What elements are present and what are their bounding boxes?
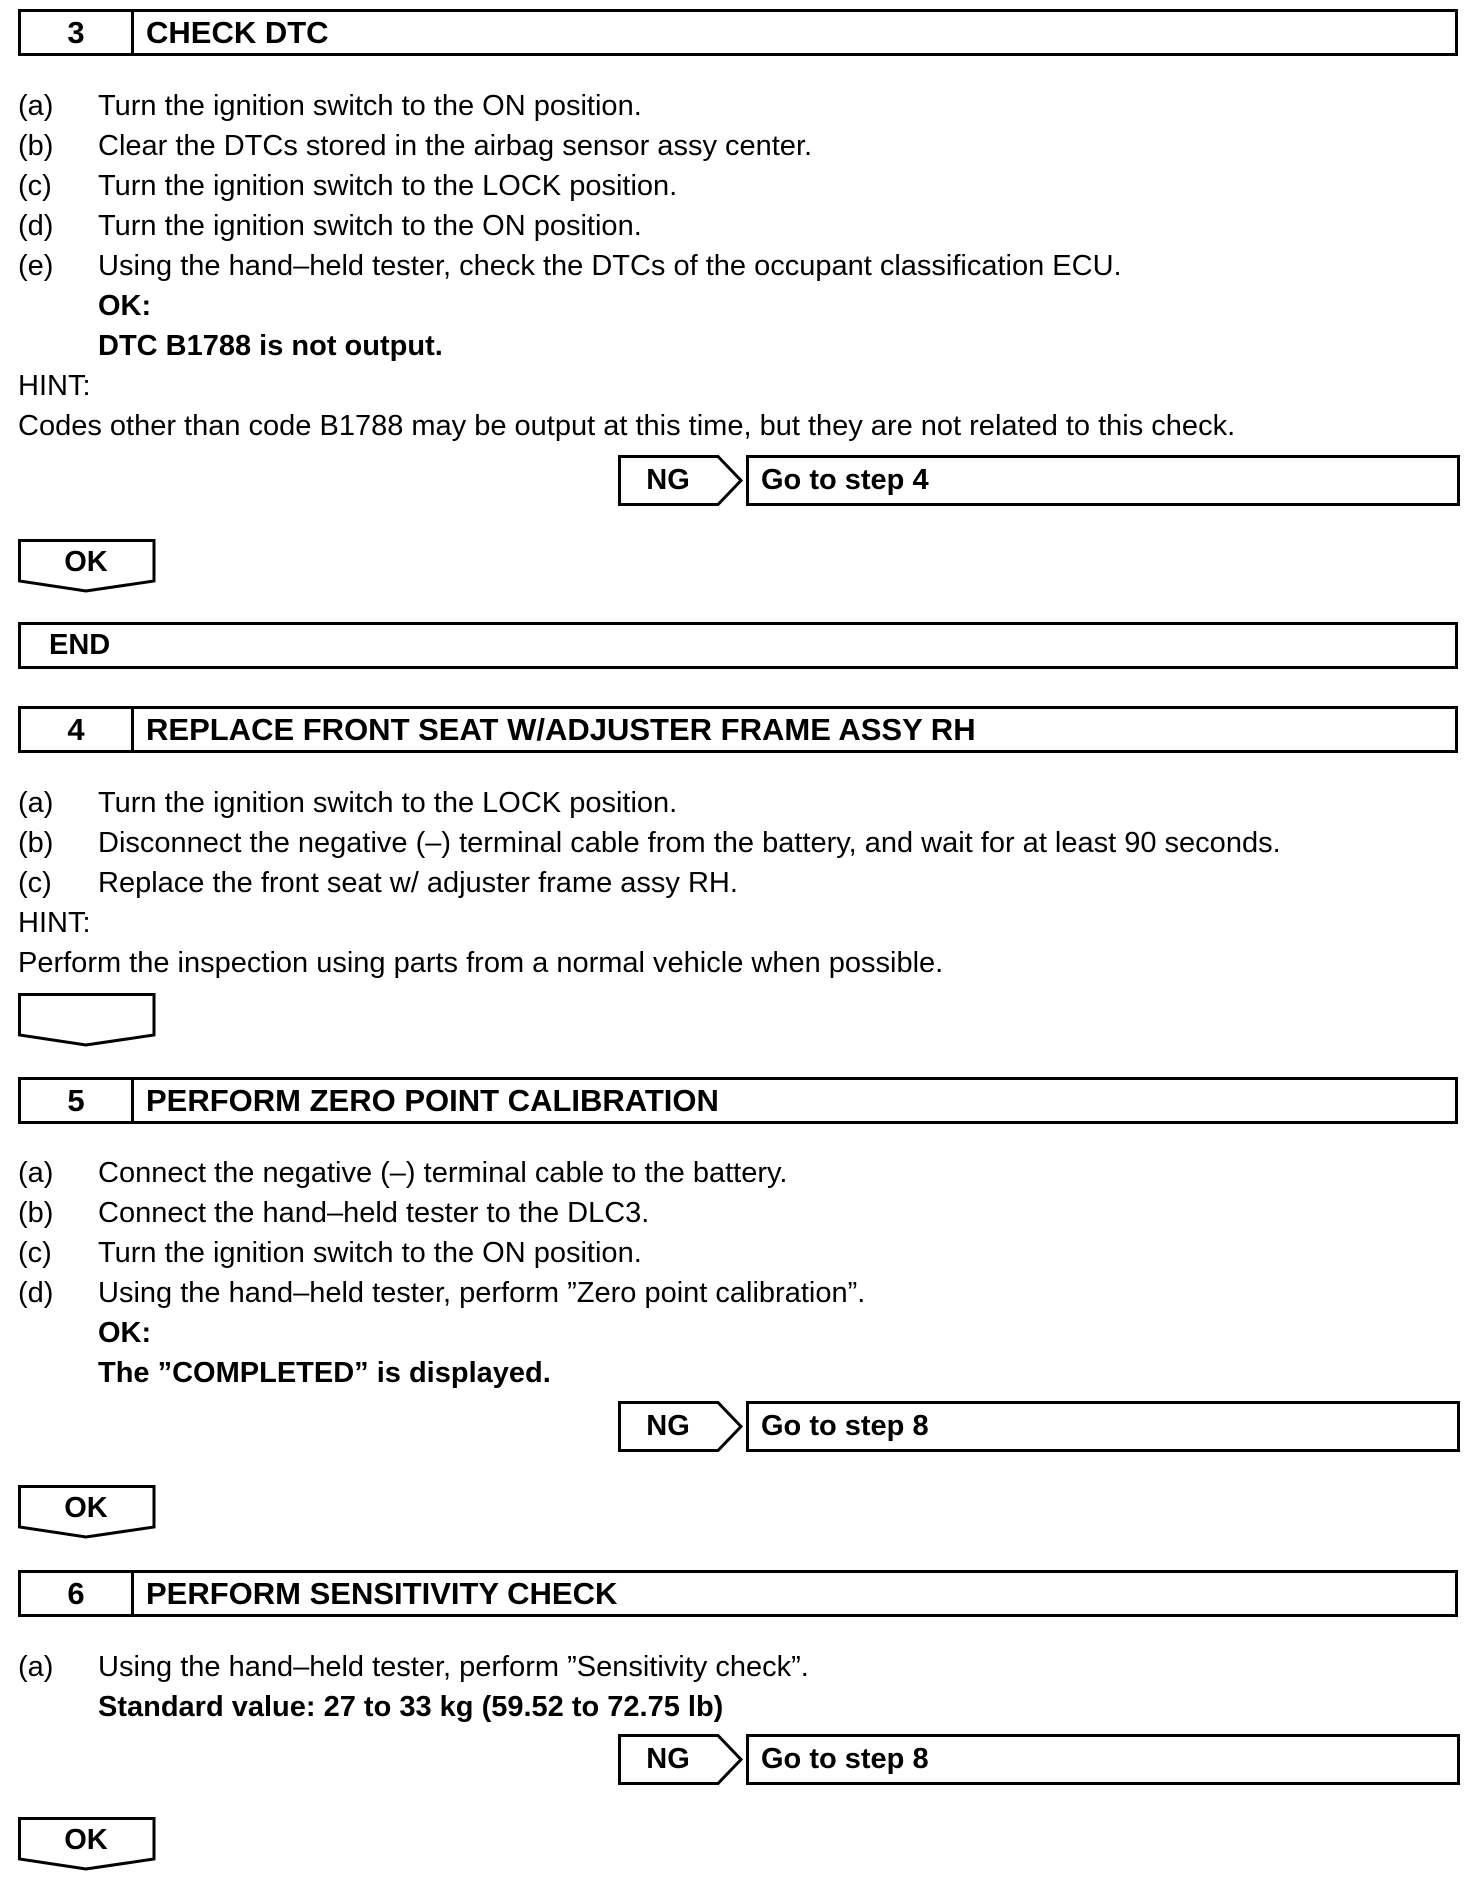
step-title: REPLACE FRONT SEAT W/ADJUSTER FRAME ASSY RH	[146, 711, 976, 747]
step-3-header	[18, 9, 1458, 56]
item-label: (a)	[18, 1157, 54, 1189]
item-text: Using the hand–held tester, perform ”Zero point calibration”.	[98, 1277, 866, 1309]
down-arrow-icon	[18, 993, 158, 1047]
item-text: Turn the ignition switch to the ON position.	[98, 1237, 642, 1269]
step-number: 4	[21, 709, 134, 750]
goto-step-4[interactable]: Go to step 4	[746, 455, 1460, 506]
ok-text: DTC B1788 is not output.	[98, 330, 443, 362]
hint-text: Codes other than code B1788 may be output at this time, but they are not related to this check.	[18, 410, 1236, 442]
item-label: (d)	[18, 1277, 54, 1309]
step-number: 3	[21, 12, 134, 53]
item-label: (c)	[18, 1237, 52, 1269]
item-label: (b)	[18, 130, 54, 162]
item-text: Clear the DTCs stored in the airbag sensor assy center.	[98, 130, 813, 162]
ng-label: NG	[646, 464, 690, 496]
item-label: (a)	[18, 787, 54, 819]
end-box: END	[18, 622, 1458, 669]
ng-label: NG	[646, 1410, 690, 1442]
hint-text: Perform the inspection using parts from a normal vehicle when possible.	[18, 947, 944, 979]
item-text: Replace the front seat w/ adjuster frame assy RH.	[98, 867, 738, 899]
ok-flow-tab	[18, 1817, 158, 1871]
step-number: 6	[21, 1573, 134, 1614]
hint-label: HINT:	[18, 907, 91, 939]
ok-text: The ”COMPLETED” is displayed.	[98, 1357, 551, 1389]
ng-branch	[618, 1401, 1460, 1452]
step-6-header	[18, 1570, 1458, 1617]
item-label: (b)	[18, 827, 54, 859]
item-text: Connect the hand–held tester to the DLC3.	[98, 1197, 650, 1229]
item-text: Using the hand–held tester, check the DTCs of the occupant classification ECU.	[98, 250, 1122, 282]
item-label: (a)	[18, 1651, 54, 1683]
ok-label: OK	[64, 545, 108, 578]
item-label: (c)	[18, 867, 52, 899]
step-title: CHECK DTC	[146, 14, 329, 50]
item-text: Turn the ignition switch to the ON position.	[98, 210, 642, 242]
goto-step-8[interactable]: Go to step 8	[746, 1734, 1460, 1785]
item-text: Using the hand–held tester, perform ”Sensitivity check”.	[98, 1651, 809, 1683]
ok-label: OK:	[98, 1317, 152, 1349]
ok-flow-tab	[18, 1485, 158, 1539]
item-text: Turn the ignition switch to the ON position.	[98, 90, 642, 122]
ng-label: NG	[646, 1743, 690, 1775]
item-text: Turn the ignition switch to the LOCK position.	[98, 787, 678, 819]
step-title: PERFORM SENSITIVITY CHECK	[146, 1575, 618, 1611]
ok-label: OK	[64, 1823, 108, 1856]
item-text: Connect the negative (–) terminal cable to the battery.	[98, 1157, 788, 1189]
item-text: Disconnect the negative (–) terminal cable from the battery, and wait for at least 90 seconds.	[98, 827, 1281, 859]
ok-label: OK:	[98, 290, 152, 322]
standard-text: Standard value: 27 to 33 kg (59.52 to 72.75 lb)	[98, 1691, 724, 1723]
step-4-header	[18, 706, 1458, 753]
ng-branch	[618, 1734, 1460, 1785]
item-label: (d)	[18, 210, 54, 242]
step-number: 5	[21, 1080, 134, 1121]
item-label: (c)	[18, 170, 52, 202]
item-label: (a)	[18, 90, 54, 122]
ng-branch	[618, 455, 1460, 506]
item-label: (e)	[18, 250, 54, 282]
ok-flow-tab	[18, 539, 158, 593]
item-text: Turn the ignition switch to the LOCK position.	[98, 170, 678, 202]
hint-label: HINT:	[18, 370, 91, 402]
step-title: PERFORM ZERO POINT CALIBRATION	[146, 1082, 719, 1118]
ok-label: OK	[64, 1491, 108, 1524]
flow-tab	[18, 993, 158, 1047]
goto-step-8[interactable]: Go to step 8	[746, 1401, 1460, 1452]
step-5-header	[18, 1077, 1458, 1124]
item-label: (b)	[18, 1197, 54, 1229]
